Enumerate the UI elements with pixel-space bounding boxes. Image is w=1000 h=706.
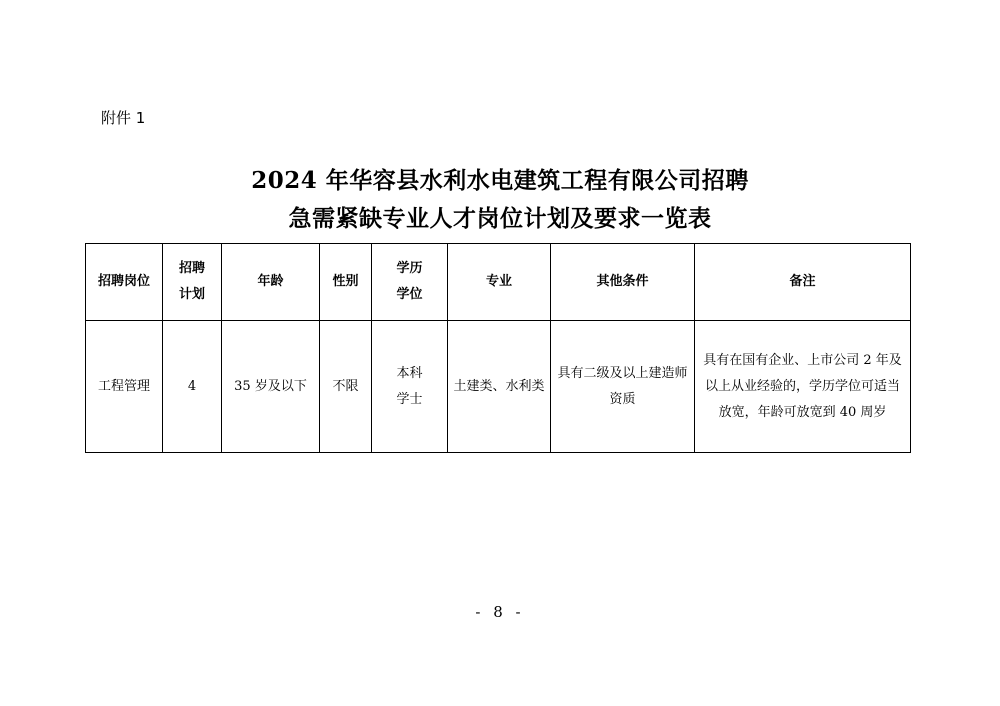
attachment-label: 附件 1 (101, 109, 146, 127)
header-education-line-2: 学位 (396, 287, 423, 302)
header-education-line-1: 学历 (396, 261, 423, 276)
header-remarks: 备注 (695, 244, 911, 321)
header-major: 专业 (448, 244, 551, 321)
header-age: 年龄 (222, 244, 320, 321)
table-row (86, 321, 911, 453)
cell-remarks: 具有在国有企业、上市公司 2 年及以上从业经验的，学历学位可适当放宽，年龄可放宽到 40 周岁 (695, 321, 911, 453)
cell-gender: 不限 (320, 321, 372, 453)
header-plan-line-2: 计划 (178, 287, 205, 302)
header-position: 招聘岗位 (86, 244, 163, 321)
cell-major: 土建类、水利类 (448, 321, 551, 453)
cell-education-title: 学士 (396, 391, 423, 407)
cell-education-degree: 本科 (396, 365, 423, 381)
recruitment-plan-table (85, 243, 911, 453)
header-plan-line-1: 招聘 (178, 261, 205, 276)
header-gender: 性别 (320, 244, 372, 321)
document-title-line-2: 急需紧缺专业人才岗位计划及要求一览表 (288, 205, 712, 232)
page-number: - 8 - (475, 603, 525, 621)
header-other-conditions: 其他条件 (551, 244, 695, 321)
document-title-line-1: 2024 年华容县水利水电建筑工程有限公司招聘 (251, 167, 749, 194)
header-education (372, 244, 448, 321)
cell-plan: 4 (163, 321, 222, 453)
cell-other-conditions: 具有二级及以上建造师资质 (551, 321, 695, 453)
cell-education (372, 321, 448, 453)
table-header-row (86, 244, 911, 321)
cell-age: 35 岁及以下 (222, 321, 320, 453)
cell-position: 工程管理 (86, 321, 163, 453)
header-plan (163, 244, 222, 321)
